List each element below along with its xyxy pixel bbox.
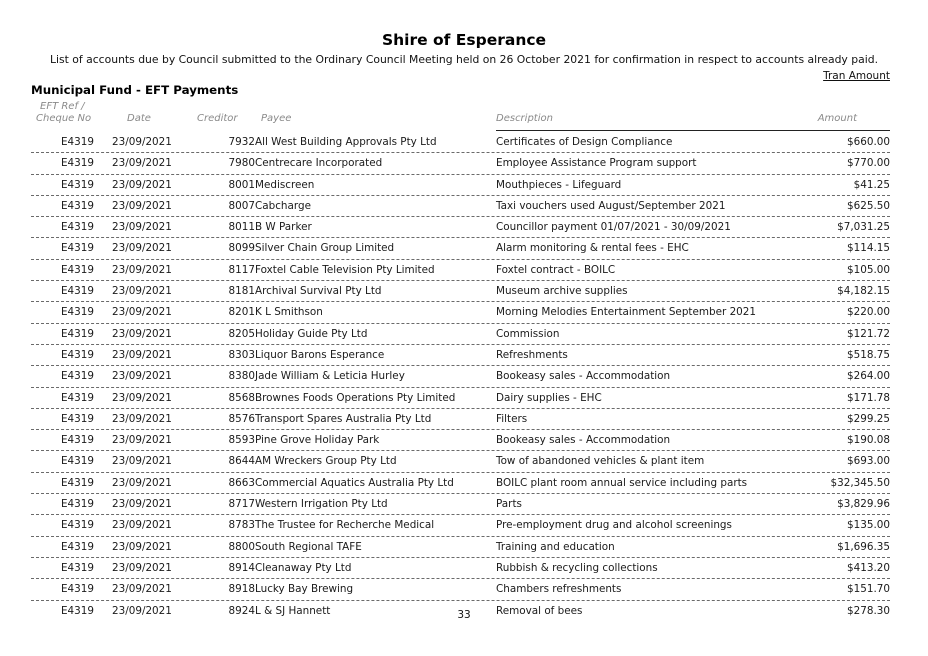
row-creditor: 8099 [228,242,255,255]
row-date: 23/09/2021 [112,370,172,383]
table-row [31,281,890,302]
row-ref: E4319 [60,242,94,255]
row-amount: $151.70 [847,583,890,596]
table-row [31,302,890,323]
row-ref: E4319 [60,285,94,298]
row-description: Removal of bees [496,604,583,617]
row-amount: $105.00 [847,263,890,276]
table-row [31,132,890,153]
row-date: 23/09/2021 [112,327,172,340]
row-date: 23/09/2021 [112,285,172,298]
row-amount: $1,696.35 [837,540,890,553]
row-ref: E4319 [60,455,94,468]
row-amount: $220.00 [847,306,890,319]
row-payee: B W Parker [255,221,312,234]
column-header-payee: Payee [261,113,292,124]
row-amount: $7,031.25 [837,221,890,234]
row-date: 23/09/2021 [112,561,172,574]
row-creditor: 8568 [228,391,255,404]
row-creditor: 8001 [228,178,255,191]
row-description: Bookeasy sales - Accommodation [496,434,671,447]
row-creditor: 8924 [228,604,255,617]
table-row [31,238,890,259]
table-row [31,558,890,579]
row-description: Mouthpieces - Lifeguard [496,178,622,191]
row-payee: Brownes Foods Operations Pty Limited [255,391,456,404]
table-row [31,409,890,430]
row-date: 23/09/2021 [112,391,172,404]
table-row [31,260,890,281]
table-row [31,515,890,536]
row-date: 23/09/2021 [112,157,172,170]
row-ref: E4319 [60,583,94,596]
row-ref: E4319 [60,412,94,425]
row-payee: Holiday Guide Pty Ltd [255,327,368,340]
row-payee: Transport Spares Australia Pty Ltd [255,412,432,425]
row-ref: E4319 [60,561,94,574]
row-creditor: 8205 [228,327,255,340]
row-amount: $693.00 [847,455,890,468]
row-creditor: 7980 [228,157,255,170]
row-ref: E4319 [60,540,94,553]
row-date: 23/09/2021 [112,583,172,596]
row-description: Employee Assistance Program support [496,157,697,170]
row-amount: $264.00 [847,370,890,383]
row-payee: Pine Grove Holiday Park [255,434,380,447]
column-header-ref-line2: Cheque No [36,113,92,124]
table-row [31,579,890,600]
column-header-date: Date [127,113,151,124]
page-title: Shire of Esperance [381,31,547,49]
row-payee: Archival Survival Pty Ltd [255,285,382,298]
row-payee: Jade William & Leticia Hurley [255,370,405,383]
row-amount: $114.15 [847,242,890,255]
row-creditor: 8717 [228,498,255,511]
row-date: 23/09/2021 [112,263,172,276]
row-date: 23/09/2021 [112,178,172,191]
row-description: Training and education [496,540,615,553]
row-description: Alarm monitoring & rental fees - EHC [496,242,689,255]
row-payee: AM Wreckers Group Pty Ltd [255,455,397,468]
row-date: 23/09/2021 [112,306,172,319]
row-description: Foxtel contract - BOILC [496,263,616,276]
row-ref: E4319 [60,327,94,340]
row-date: 23/09/2021 [112,519,172,532]
row-ref: E4319 [60,157,94,170]
row-creditor: 8380 [228,370,255,383]
row-payee: Centrecare Incorporated [255,157,383,170]
row-ref: E4319 [60,498,94,511]
row-date: 23/09/2021 [112,242,172,255]
row-ref: E4319 [60,306,94,319]
row-creditor: 8201 [228,306,255,319]
row-payee: Lucky Bay Brewing [255,583,354,596]
row-amount: $770.00 [847,157,890,170]
table-row [31,430,890,451]
row-amount: $190.08 [847,434,890,447]
table-row [31,473,890,494]
row-ref: E4319 [60,221,94,234]
row-date: 23/09/2021 [112,412,172,425]
row-creditor: 8181 [228,285,255,298]
row-ref: E4319 [60,434,94,447]
fund-section-title: Municipal Fund - EFT Payments [31,83,239,97]
row-date: 23/09/2021 [112,136,172,148]
row-amount: $625.50 [847,199,890,212]
row-date: 23/09/2021 [112,498,172,511]
payments-table [31,132,890,621]
row-payee: The Trustee for Recherche Medical [255,519,435,532]
row-amount: $518.75 [847,348,890,361]
column-header-description: Description [496,113,553,124]
row-payee: Liquor Barons Esperance [255,348,385,361]
row-description: Taxi vouchers used August/September 2021 [496,199,726,212]
table-row [31,217,890,238]
row-ref: E4319 [60,370,94,383]
row-payee: K L Smithson [255,306,323,319]
row-amount: $660.00 [847,136,890,148]
table-row [31,537,890,558]
row-payee: All West Building Approvals Pty Ltd [255,136,437,148]
row-date: 23/09/2021 [112,540,172,553]
row-amount: $3,829.96 [837,498,890,511]
row-ref: E4319 [60,604,94,617]
row-creditor: 8918 [228,583,255,596]
row-description: Museum archive supplies [496,285,628,298]
column-header-creditor: Creditor [197,113,238,124]
row-amount: $41.25 [853,178,890,191]
row-amount: $32,345.50 [830,476,890,489]
row-payee: L & SJ Hannett [255,604,331,617]
table-row [31,153,890,174]
row-description: Parts [496,498,522,511]
row-ref: E4319 [60,136,94,148]
row-payee: Western Irrigation Pty Ltd [255,498,388,511]
table-row [31,494,890,515]
row-ref: E4319 [60,391,94,404]
row-payee: Foxtel Cable Television Pty Limited [255,263,435,276]
table-row [31,366,890,387]
row-description: Bookeasy sales - Accommodation [496,370,671,383]
row-ref: E4319 [60,199,94,212]
row-date: 23/09/2021 [112,455,172,468]
row-payee: Commercial Aquatics Australia Pty Ltd [255,476,454,489]
tran-amount-label: Tran Amount [823,70,890,82]
row-creditor: 8011 [228,221,255,234]
row-ref: E4319 [60,348,94,361]
row-date: 23/09/2021 [112,348,172,361]
row-description: Filters [496,412,528,425]
row-description: Commission [496,327,560,340]
row-creditor: 8593 [228,434,255,447]
row-creditor: 8644 [228,455,255,468]
page-subtitle: List of accounts due by Council submitted to the Ordinary Council Meeting held on 26 October 2021 for confirmation in respect to accounts already paid. [49,53,879,66]
row-creditor: 8663 [228,476,255,489]
row-payee: South Regional TAFE [255,540,362,553]
row-ref: E4319 [60,476,94,489]
row-amount: $121.72 [847,327,890,340]
row-date: 23/09/2021 [112,434,172,447]
row-description: Councillor payment 01/07/2021 - 30/09/2021 [496,221,731,234]
row-amount: $278.30 [847,604,890,617]
row-date: 23/09/2021 [112,199,172,212]
table-row [31,324,890,345]
row-payee: Cleanaway Pty Ltd [255,561,352,574]
row-creditor: 8007 [228,199,255,212]
row-amount: $135.00 [847,519,890,532]
row-amount: $4,182.15 [837,285,890,298]
row-amount: $299.25 [847,412,890,425]
row-creditor: 8783 [228,519,255,532]
row-date: 23/09/2021 [112,604,172,617]
row-date: 23/09/2021 [112,221,172,234]
row-payee: Mediscreen [255,178,315,191]
row-payee: Silver Chain Group Limited [255,242,395,255]
row-description: Tow of abandoned vehicles & plant item [496,455,705,468]
row-date: 23/09/2021 [112,476,172,489]
row-creditor: 8914 [228,561,255,574]
row-creditor: 8117 [228,263,255,276]
row-creditor: 8576 [228,412,255,425]
row-ref: E4319 [60,178,94,191]
table-row [31,196,890,217]
table-row [31,388,890,409]
row-creditor: 8303 [228,348,255,361]
column-header-amount: Amount [817,113,857,124]
table-row [31,175,890,196]
row-description: Pre-employment drug and alcohol screenings [496,519,732,532]
table-row [31,345,890,366]
row-creditor: 7932 [228,136,255,148]
header-rule [496,130,890,131]
column-header-ref-line1: EFT Ref / [40,101,85,112]
row-amount: $171.78 [847,391,890,404]
row-description: BOILC plant room annual service including parts [496,476,748,489]
row-ref: E4319 [60,519,94,532]
row-description: Dairy supplies - EHC [496,391,602,404]
table-row [31,451,890,472]
row-creditor: 8800 [228,540,255,553]
row-description: Rubbish & recycling collections [496,561,658,574]
row-description: Chambers refreshments [496,583,622,596]
page-number: 33 [457,609,471,621]
row-description: Refreshments [496,348,568,361]
row-ref: E4319 [60,263,94,276]
row-description: Certificates of Design Compliance [496,136,673,148]
row-amount: $413.20 [847,561,890,574]
row-description: Morning Melodies Entertainment September 2021 [496,306,757,319]
row-payee: Cabcharge [255,199,311,212]
